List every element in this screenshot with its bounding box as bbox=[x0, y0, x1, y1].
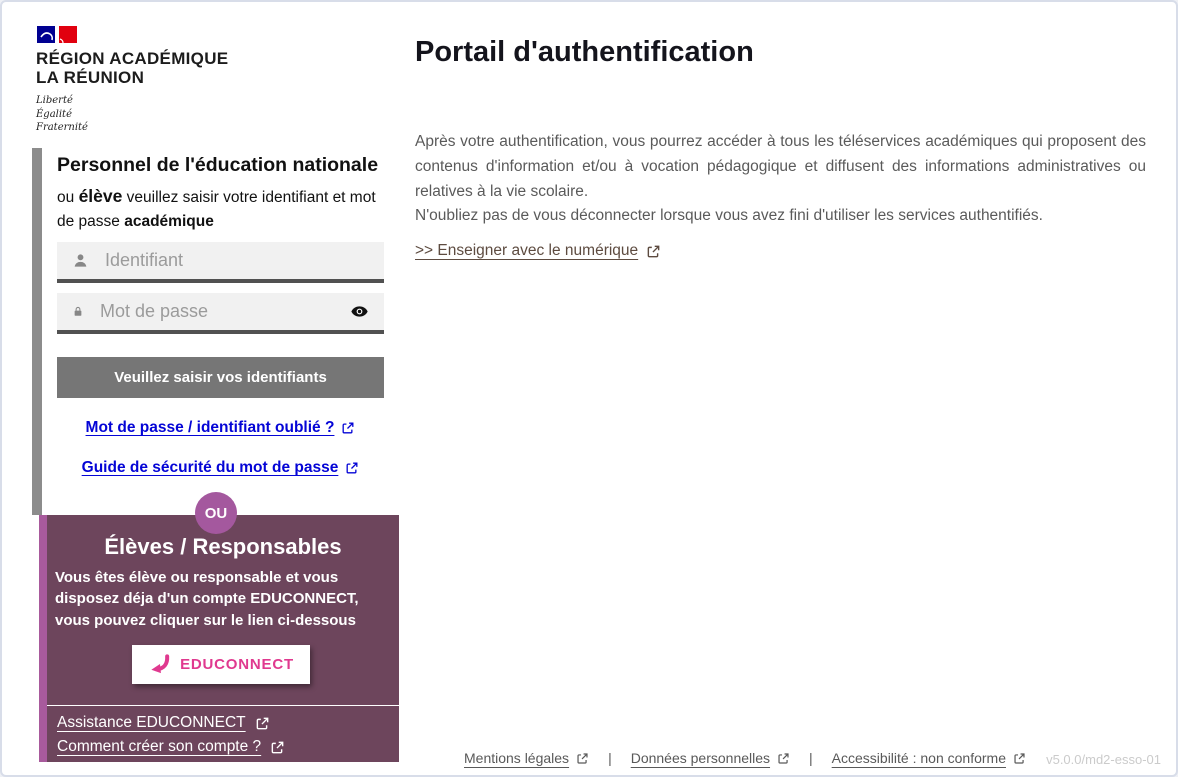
external-link-icon bbox=[270, 740, 285, 755]
ou-divider-badge: OU bbox=[195, 492, 237, 534]
educonnect-login-button[interactable]: EDUCONNECT bbox=[132, 645, 310, 684]
footer-separator: | bbox=[608, 750, 612, 766]
login-section-header bbox=[57, 154, 387, 233]
external-link-icon bbox=[255, 716, 270, 731]
login-subheading: ou élève veuillez saisir votre identifiant et mot de passe académique bbox=[57, 186, 376, 230]
show-password-button[interactable] bbox=[349, 304, 370, 319]
external-link-icon bbox=[341, 421, 355, 435]
external-link-icon bbox=[576, 752, 589, 765]
external-link-icon bbox=[1013, 752, 1026, 765]
region-name: RÉGION ACADÉMIQUE LA RÉUNION bbox=[36, 49, 229, 88]
create-account-link[interactable]: Comment créer son compte ? bbox=[57, 738, 285, 756]
forgot-password-link[interactable]: Mot de passe / identifiant oublié ? bbox=[86, 419, 356, 437]
republic-motto: Liberté Égalité Fraternité bbox=[36, 95, 88, 134]
educonnect-arrow-icon bbox=[148, 653, 171, 676]
identifiant-field-row bbox=[57, 242, 384, 283]
mentions-legales-link[interactable]: Mentions légales bbox=[464, 750, 589, 766]
region-academique-logo bbox=[36, 26, 228, 135]
external-link-icon bbox=[777, 752, 790, 765]
intro-paragraph: Après votre authentification, vous pourrez accéder à tous les téléservices académiques qui proposent des contenus d'information et/ou à vocation pédagogique et diffusent des informations administratives ou relatives à la vie scolaire. N'oubliez pas de vous déconnecter lorsque vous avez fini d'utiliser les services authentifiés. bbox=[415, 133, 1146, 225]
educonnect-assistance-link[interactable]: Assistance EDUCONNECT bbox=[57, 714, 270, 732]
panel-divider-line bbox=[47, 705, 399, 706]
password-input[interactable] bbox=[100, 301, 332, 322]
footer bbox=[464, 750, 1026, 766]
lock-icon bbox=[73, 304, 83, 319]
educonnect-panel-title: Élèves / Responsables bbox=[104, 534, 342, 559]
form-accent-bar bbox=[32, 148, 42, 515]
user-icon bbox=[73, 253, 88, 268]
page-title: Portail d'authentification bbox=[415, 36, 754, 68]
password-field-row bbox=[57, 293, 384, 334]
login-submit-button[interactable]: Veuillez saisir vos identifiants bbox=[57, 357, 384, 398]
external-link-icon bbox=[646, 244, 661, 259]
identifiant-input[interactable] bbox=[105, 250, 370, 271]
educonnect-panel bbox=[39, 515, 399, 762]
enseigner-numerique-link[interactable]: >> Enseigner avec le numérique bbox=[415, 242, 661, 260]
donnees-personnelles-link[interactable]: Données personnelles bbox=[631, 750, 790, 766]
eye-icon bbox=[351, 306, 368, 317]
educonnect-panel-description: Vous êtes élève ou responsable et vous disposez déja d'un compte EDUCONNECT, vous pouvez cliquer sur le lien ci-dessous bbox=[55, 569, 359, 629]
version-label: v5.0.0/md2-esso-01 bbox=[1046, 752, 1161, 767]
accessibilite-link[interactable]: Accessibilité : non conforme bbox=[832, 750, 1026, 766]
french-flag-icon bbox=[36, 26, 78, 44]
login-heading: Personnel de l'éducation nationale bbox=[57, 154, 379, 176]
password-security-guide-link[interactable]: Guide de sécurité du mot de passe bbox=[82, 459, 360, 477]
footer-separator: | bbox=[809, 750, 813, 766]
external-link-icon bbox=[345, 461, 359, 475]
